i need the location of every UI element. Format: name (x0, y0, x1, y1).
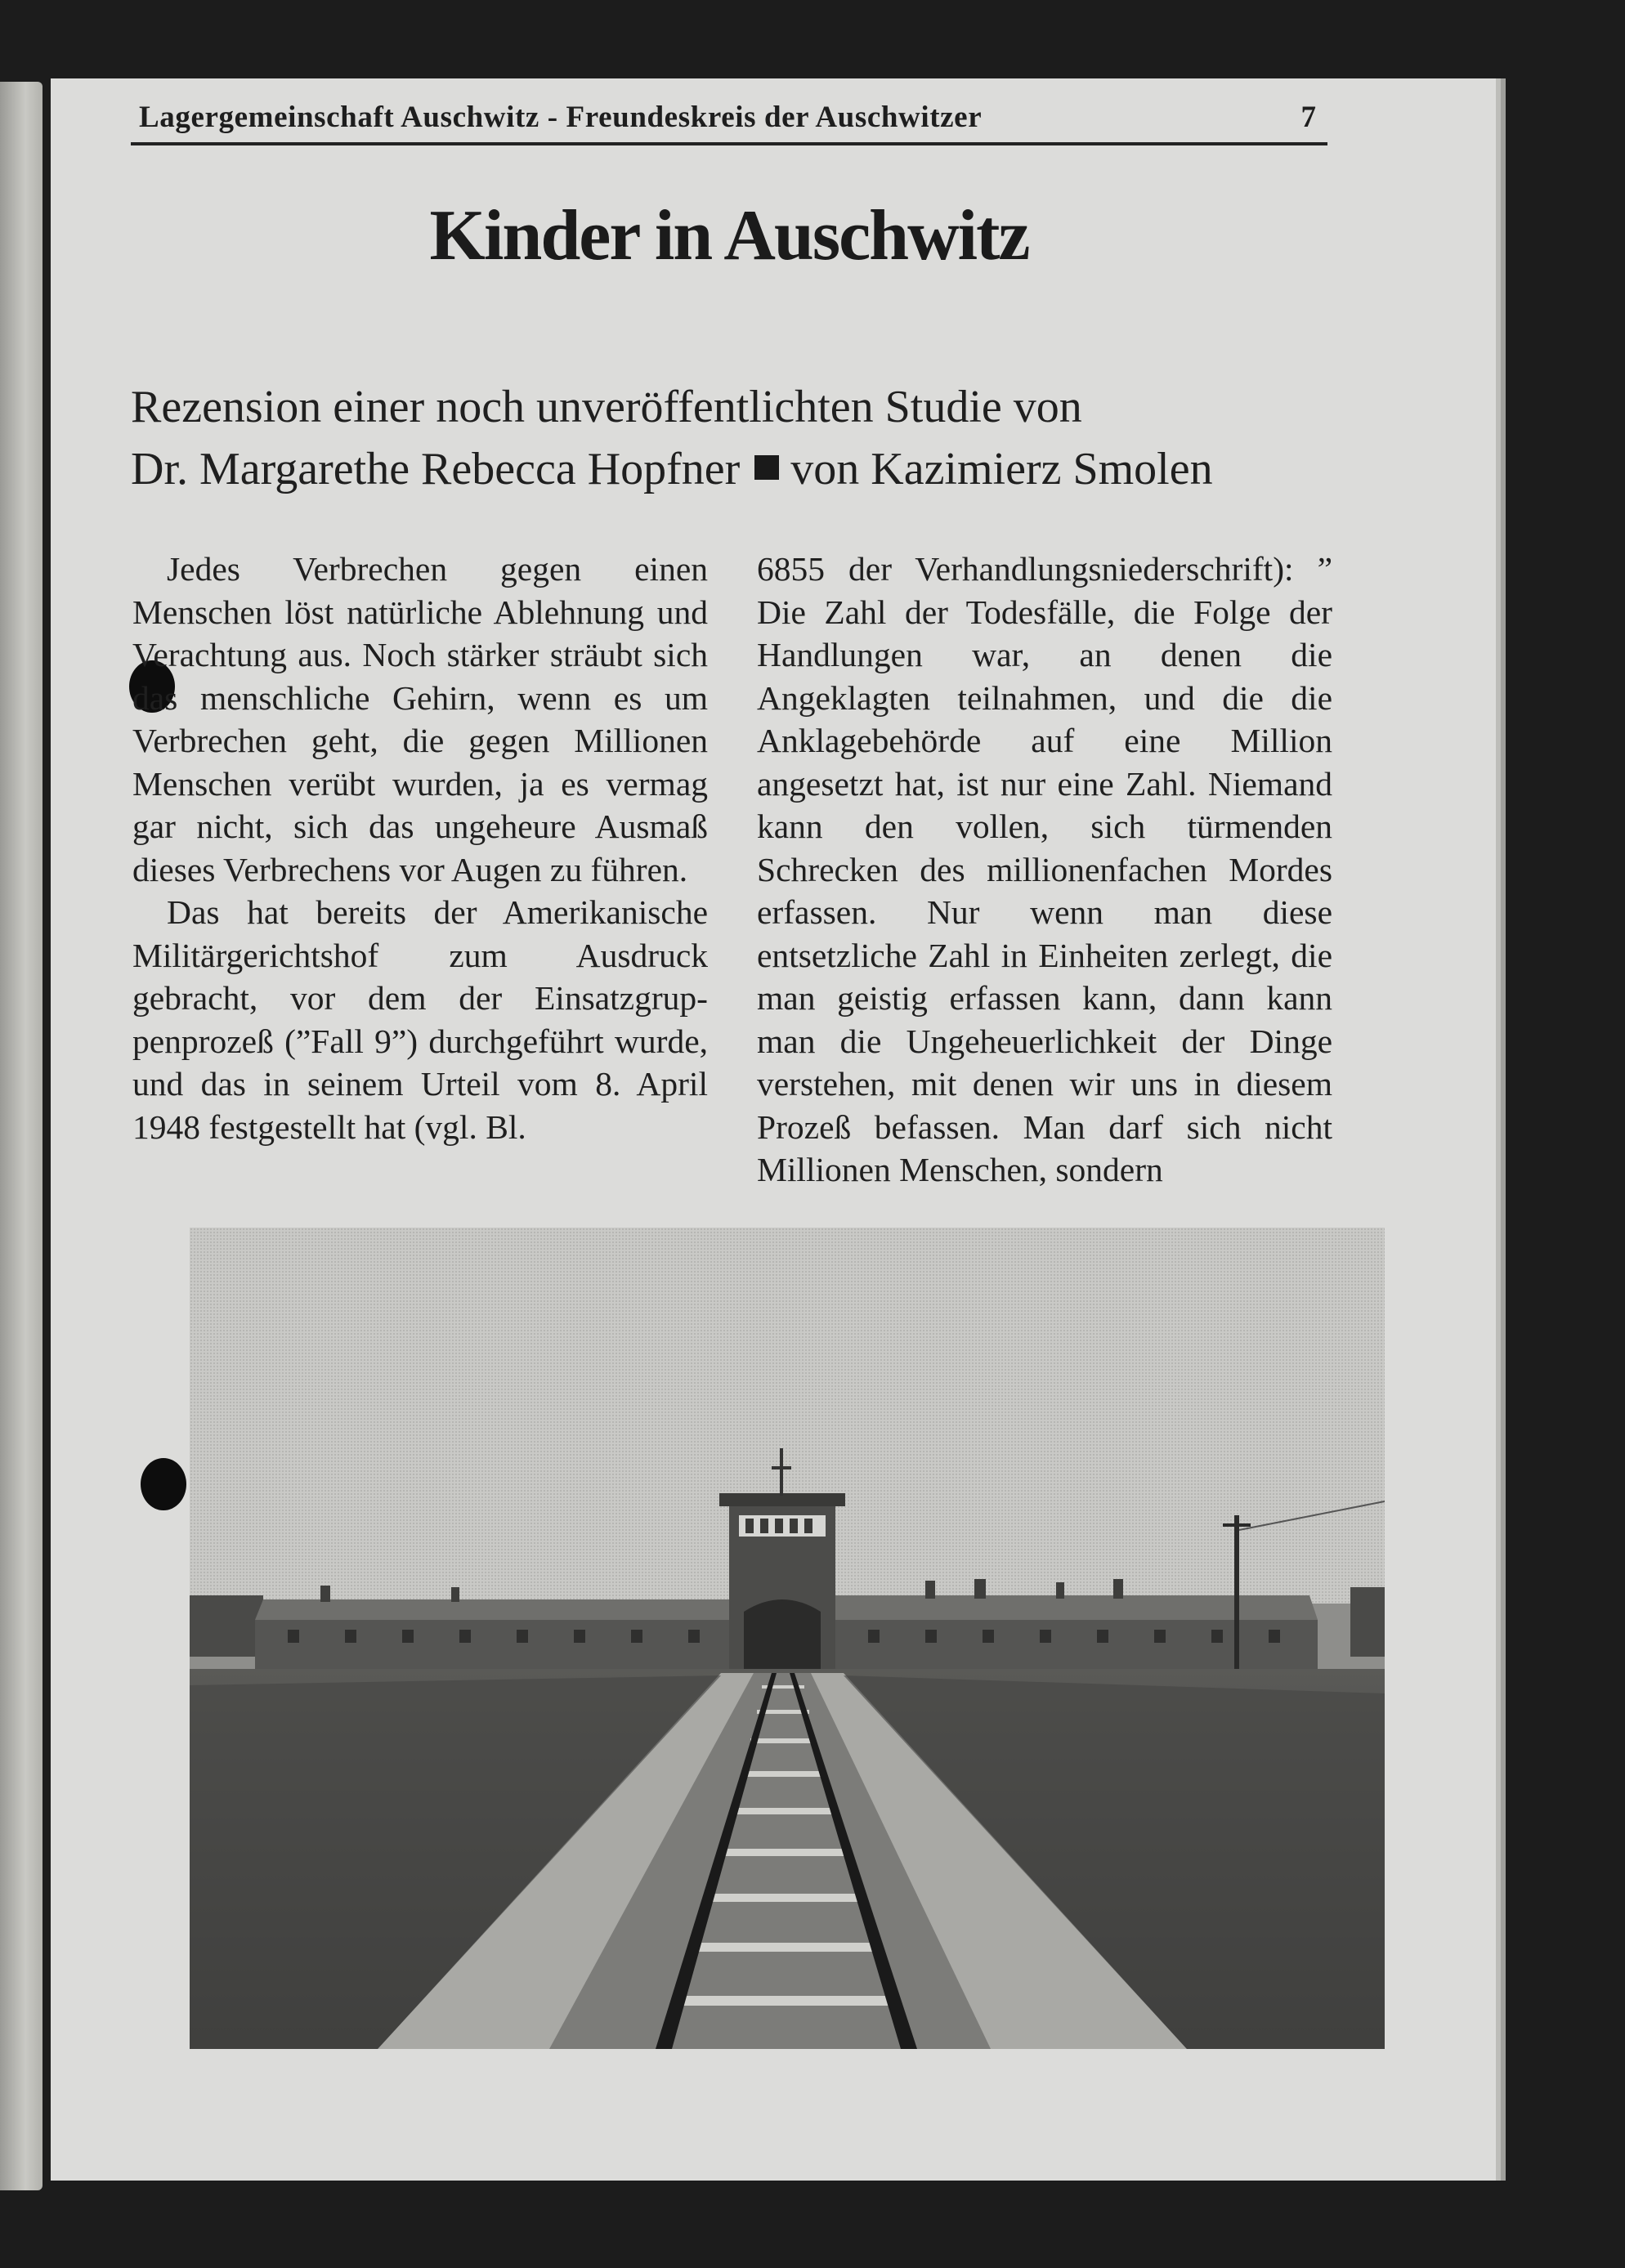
text-column-right (757, 548, 1332, 1192)
header-title: Lagergemeinschaft Auschwitz - Freundeskreis der Auschwitzer (139, 101, 983, 134)
reviewer-name: von Kazimierz Smolen (790, 444, 1213, 494)
article-byline (131, 443, 1357, 495)
paragraph: 6855 der Verhandlungsniederschrift): ” Die Zahl der Todesfälle, die Folge der Handlungen war, an denen die Angeklagten teilnahmen, und die die Anklagebehörde auf eine Million angesetzt hat, ist nur eine Zahl. Niemand kann den vollen, sich türmenden Schrecken des millionenfachen Mordes erfassen. Nur wenn man diese entsetzliche Zahl in Einheiten zerlegt, die man geistig erfassen kann, dann kann man die Ungeheuerlichkeit der Dinge verstehen, mit denen wir uns in diesem Prozeß befassen. Man darf sich nicht Millionen Menschen, sondern (757, 550, 1332, 1188)
text-column-left (132, 548, 708, 1148)
square-separator-icon (754, 455, 779, 480)
paragraph: Das hat bereits der Amerikanische Militärgerichtshof zum Ausdruck gebracht, vor dem der Einsatzgruppenprozeß (”Fall 9”) durchgeführt wurde, und das in seinem Urteil vom 8. April 1948 festgestellt hat (vgl. Bl. (132, 893, 708, 1146)
paragraph: Jedes Verbrechen gegen einen Menschen löst natürliche Ablehnung und Verachtung aus. Noch stärker sträubt sich das menschliche Gehirn, wenn es um Verbrechen geht, die gegen Millionen Menschen verübt wurden, ja es vermag gar nicht, sich das ungeheure Ausmaß dieses Verbrechens vor Augen zu führen. (132, 550, 708, 888)
article-subtitle: Rezension einer noch unveröffentlichten Studie von (131, 382, 1082, 432)
page-number: 7 (1300, 101, 1316, 134)
punch-hole-bottom (141, 1458, 186, 1510)
article-title: Kinder in Auschwitz (429, 196, 1029, 275)
author-name: Dr. Margarethe Rebecca Hopfner (131, 444, 741, 494)
photo-illustration (190, 1228, 1385, 2049)
photograph-railway-gatehouse (190, 1228, 1385, 2049)
adjacent-page-edge (0, 82, 43, 2190)
running-header (131, 100, 1327, 145)
